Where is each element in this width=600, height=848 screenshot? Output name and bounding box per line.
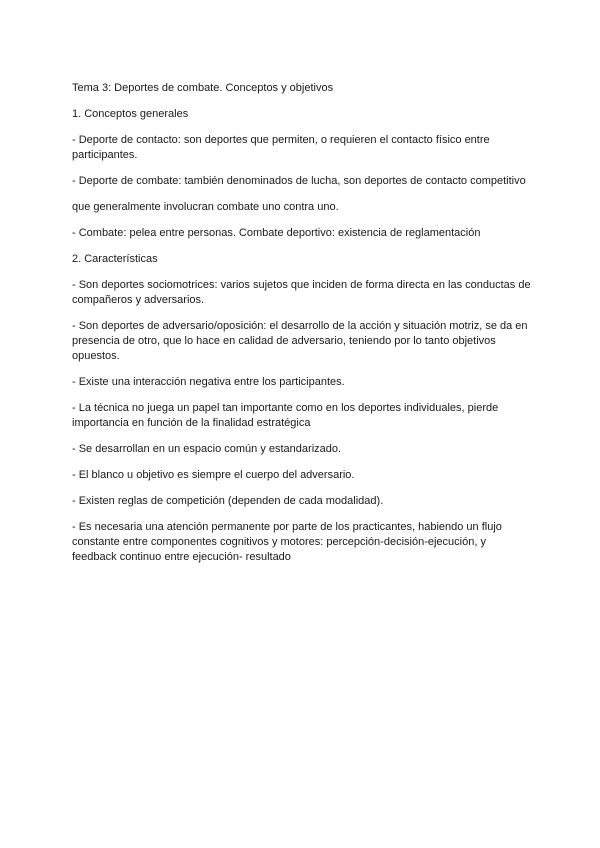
paragraph-espacio-comun: - Se desarrollan en un espacio común y estandarizado. (72, 443, 342, 455)
paragraph-blanco-objetivo: - El blanco u objetivo es siempre el cuerpo del adversario. (72, 469, 355, 481)
paragraph-reglas: - Existen reglas de competición (dependen de cada modalidad). (72, 495, 384, 507)
paragraph-combate: - Combate: pelea entre personas. Combate deportivo: existencia de reglamentación (72, 227, 481, 239)
paragraph-atencion: - Es necesaria una atención permanente por parte de los practicantes, habiendo un flujo constante entre componentes cognitivos y motores: percepción-decisión-ejecución, y feedback continuo entre ejecución- resultado (72, 521, 502, 563)
paragraph-tecnica: - La técnica no juega un papel tan importante como en los deportes individuales, pierde importancia en función de la finalidad estratégica (72, 402, 499, 429)
paragraph-deporte-contacto: - Deporte de contacto: son deportes que permiten, o requieren el contacto físico entre participantes. (72, 134, 490, 161)
paragraph-sociomotrices: - Son deportes sociomotrices: varios sujetos que inciden de forma directa en las conductas de compañeros y adversarios. (72, 279, 531, 306)
section-heading-caracteristicas: 2. Características (72, 253, 158, 265)
paragraph-deporte-combate-cont: que generalmente involucran combate uno contra uno. (72, 201, 339, 213)
paragraph-interaccion-negativa: - Existe una interacción negativa entre los participantes. (72, 376, 345, 388)
paragraph-adversario-oposicion: - Son deportes de adversario/oposición: el desarrollo de la acción y situación motriz, se da en presencia de otro, que lo hace en calidad de adversario, teniendo por lo tanto objetivos opuestos. (72, 320, 528, 362)
section-heading-conceptos: 1. Conceptos generales (72, 108, 189, 120)
document-body (72, 81, 532, 576)
document-title: Tema 3: Deportes de combate. Conceptos y objetivos (72, 82, 334, 94)
paragraph-deporte-combate: - Deporte de combate: también denominados de lucha, son deportes de contacto competitivo (72, 175, 526, 187)
